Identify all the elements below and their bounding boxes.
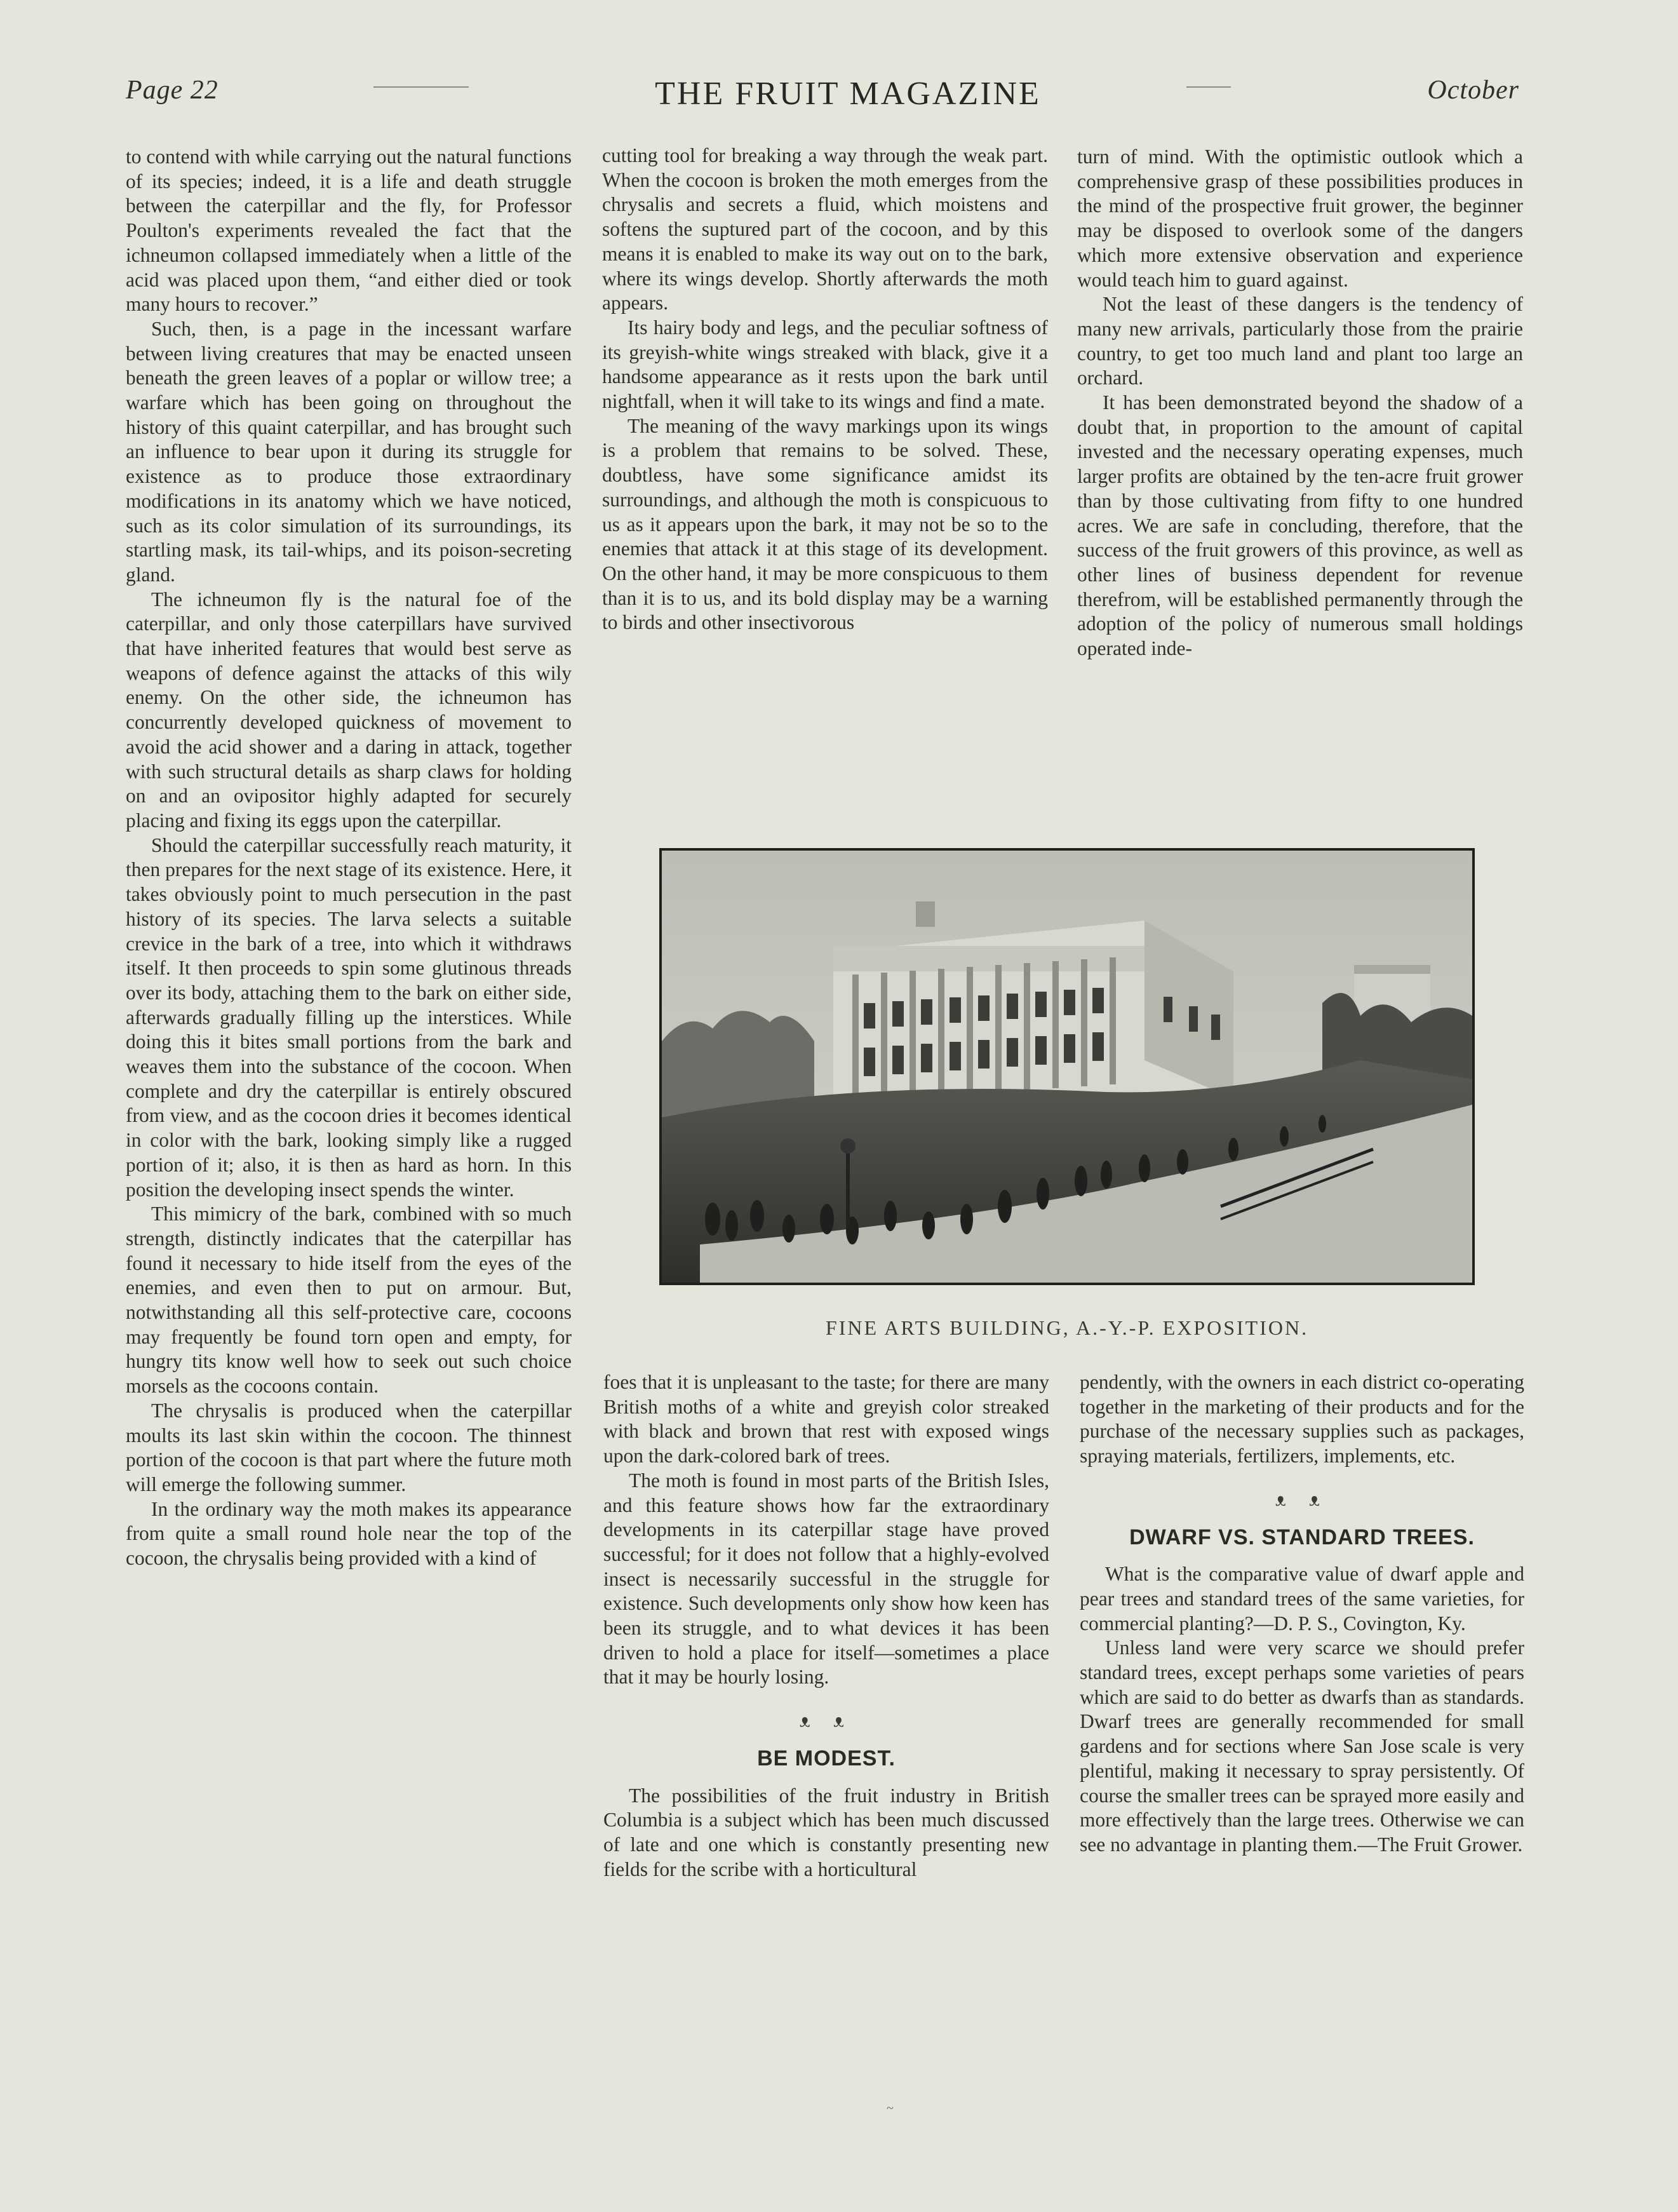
- section-ornament: ᴥ ᴥ: [799, 1708, 854, 1732]
- paragraph: This mimicry of the bark, combined with so much strength, distinctly indicates that the caterpillar has found it necessary to hide itself from the eyes of the enemies, and even then to put on armour. But, notwithstanding all this self-protective care, cocoons may frequently be found torn open and empty, for hungry tits know well how to seek out such choice morsels as the cocoons contain.: [126, 1203, 572, 1398]
- column-middle-top: [602, 144, 1048, 635]
- paragraph: It has been demonstrated beyond the shadow of a doubt that, in proportion to the amount of capital invested and the necessary operating expenses, much larger profits are obtained by the ten-acre fruit grower than by those cultivating from fifty to one hundred acres. We are safe in concluding, therefore, that the success of the fruit growers of this province, as well as other lines of business dependent for revenue therefrom, will be established permanently through the adoption of the policy of numerous small holdings operated inde-: [1077, 391, 1523, 660]
- fine-arts-building-photo: [659, 848, 1475, 1285]
- paragraph: Should the caterpillar successfully reach maturity, it then prepares for the next stage of its existence. Here, it takes obviously point to much persecution in the past history of its species. The larva selects a suitable crevice in the bark of a tree, into which it withdraws itself. It then proceeds to spin some glutinous threads over its body, attaching them to the bark on either side, afterwards gradually filling up the interstices. While doing this it bites small portions from the bark and weaves them into the substance of the cocoon. When complete and dry the caterpillar is entirely obscured from view, and as the cocoon dries it becomes identical in color with the bark, looking simply like a rugged portion of it; also, it is then as hard as horn. In this position the developing insect spends the winter.: [126, 833, 572, 1201]
- header-rule-right: [1186, 86, 1231, 88]
- paragraph: The meaning of the wavy markings upon its wings is a problem that remains to be solved. These, doubtless, have some significance amidst its surroundings, and although the moth is conspicuous to us as it appears upon the bark, it may not be so to the enemies that attack it at this stage of its development. On the other hand, it may be more conspicuous to them than it is to us, and its bold display may be a warning to birds and other insectivorous: [602, 414, 1048, 634]
- paragraph: cutting tool for breaking a way through the weak part. When the cocoon is broken the moth emerges from the chrysalis and secrets a fluid, which moistens and softens the suptured part of the cocoon, and by this means it is enabled to make its way out on to the bark, where its wings develop. Shortly afterwards the moth appears.: [602, 144, 1048, 314]
- issue-month: October: [1427, 76, 1519, 105]
- column-right-top: [1077, 145, 1523, 661]
- paragraph: foes that it is unpleasant to the taste; for there are many British moths of a white and greyish color streaked with black and brown that rest with exposed wings upon the dark-colored bark of trees.: [603, 1371, 1049, 1467]
- editor-answer: Unless land were very scarce we should prefer standard trees, except perhaps some varieties of pears which are said to do better as dwarfs than as standards. Dwarf trees are generally recommended for small gardens and for sections where San Jose scale is very plentiful, making it necessary to spray persistently. Of course the smaller trees can be sprayed more easily and more effectively than the large trees. Otherwise we can see no advantage in planting them.—The Fruit Grower.: [1080, 1636, 1524, 1856]
- reader-question: What is the comparative value of dwarf apple and pear trees and standard trees of the same varieties, for commercial planting?—D. P. S., Covington, Ky.: [1080, 1563, 1524, 1635]
- paragraph: to contend with while carrying out the natural functions of its species; indeed, it is a life and death struggle between the caterpillar and the fly, for Professor Poulton's experiments revealed the fact that the ichneumon collapsed immediately when a little of the acid was placed upon them, “and either died or took many hours to recover.”: [126, 145, 572, 316]
- paragraph: The ichneumon fly is the natural foe of the caterpillar, and only those caterpillars have survived that have inherited features that would best serve as weapons of defence against the attacks of this wily enemy. On the other side, the ichneumon has concurrently developed quickness of movement to avoid the acid shower and a daring in attack, together with such structural details as sharp claws for holding on and an ovipositor highly adapted for securely placing and fixing its eggs upon the caterpillar.: [126, 588, 572, 832]
- paragraph: The chrysalis is produced when the caterpillar moults its last skin within the cocoon. The thinnest portion of the cocoon is that part where the future moth will emerge the following summer.: [126, 1399, 572, 1495]
- column-middle-bottom: [603, 1370, 1049, 1882]
- paragraph: pendently, with the owners in each district co-operating together in the marketing of their products and for the purchase of the necessary supplies such as packages, spraying materials, fertilizers, implements, etc.: [1080, 1371, 1524, 1467]
- page-number: Page 22: [126, 76, 218, 105]
- be-modest-heading: BE MODEST.: [757, 1746, 896, 1770]
- building-photo-illustration: [662, 851, 1472, 1283]
- paragraph: The moth is found in most parts of the British Isles, and this feature shows how far the extraordinary developments in its caterpillar stage have proved successful; for it does not follow that a highly-evolved insect is necessarily successful in the struggle for existence. Such developments only show how keen has been its struggle, and to what devices it has been driven to hold a place for itself—sometimes a place that it may be hourly losing.: [603, 1469, 1049, 1689]
- paragraph: In the ordinary way the moth makes its appearance from quite a small round hole near the top of the cocoon, the chrysalis being provided with a kind of: [126, 1497, 572, 1570]
- paragraph: Such, then, is a page in the incessant warfare between living creatures that may be enacted unseen beneath the green leaves of a poplar or willow tree; a warfare which has been going on throughout the history of this quaint caterpillar, and has brought such an influence to bear upon it during its struggle for existence as to produce those extraordinary modifications in its anatomy which we have noticed, such as its color simulation of its surroundings, its startling mask, its tail-whips, and its poison-secreting gland.: [126, 317, 572, 586]
- paragraph: Not the least of these dangers is the tendency of many new arrivals, particularly those from the prairie country, to get too much land and plant too large an orchard.: [1077, 293, 1523, 389]
- column-left: [126, 145, 572, 1571]
- section-ornament: ᴥ ᴥ: [1275, 1487, 1329, 1510]
- magazine-title: THE FRUIT MAGAZINE: [655, 76, 1041, 112]
- paragraph: Its hairy body and legs, and the peculiar softness of its greyish-white wings streaked with black, give it a handsome appearance as it rests upon the bark until nightfall, when it will take to its wings and find a mate.: [602, 316, 1048, 413]
- column-right-bottom: [1080, 1370, 1524, 1858]
- paragraph: The possibilities of the fruit industry in British Columbia is a subject which has been much discussed of late and one which is constantly presenting new fields for the scribe with a horticultural: [603, 1784, 1049, 1880]
- photo-caption: FINE ARTS BUILDING, A.-Y.-P. EXPOSITION.: [825, 1316, 1309, 1339]
- printer-mark: ~: [887, 2101, 894, 2115]
- paragraph: turn of mind. With the optimistic outlook which a comprehensive grasp of these possibilities produces in the mind of the prospective fruit grower, the beginner may be disposed to overlook some of the dangers which more extensive observation and experience would teach him to guard against.: [1077, 145, 1523, 291]
- dwarf-trees-heading: DWARF VS. STANDARD TREES.: [1129, 1525, 1475, 1549]
